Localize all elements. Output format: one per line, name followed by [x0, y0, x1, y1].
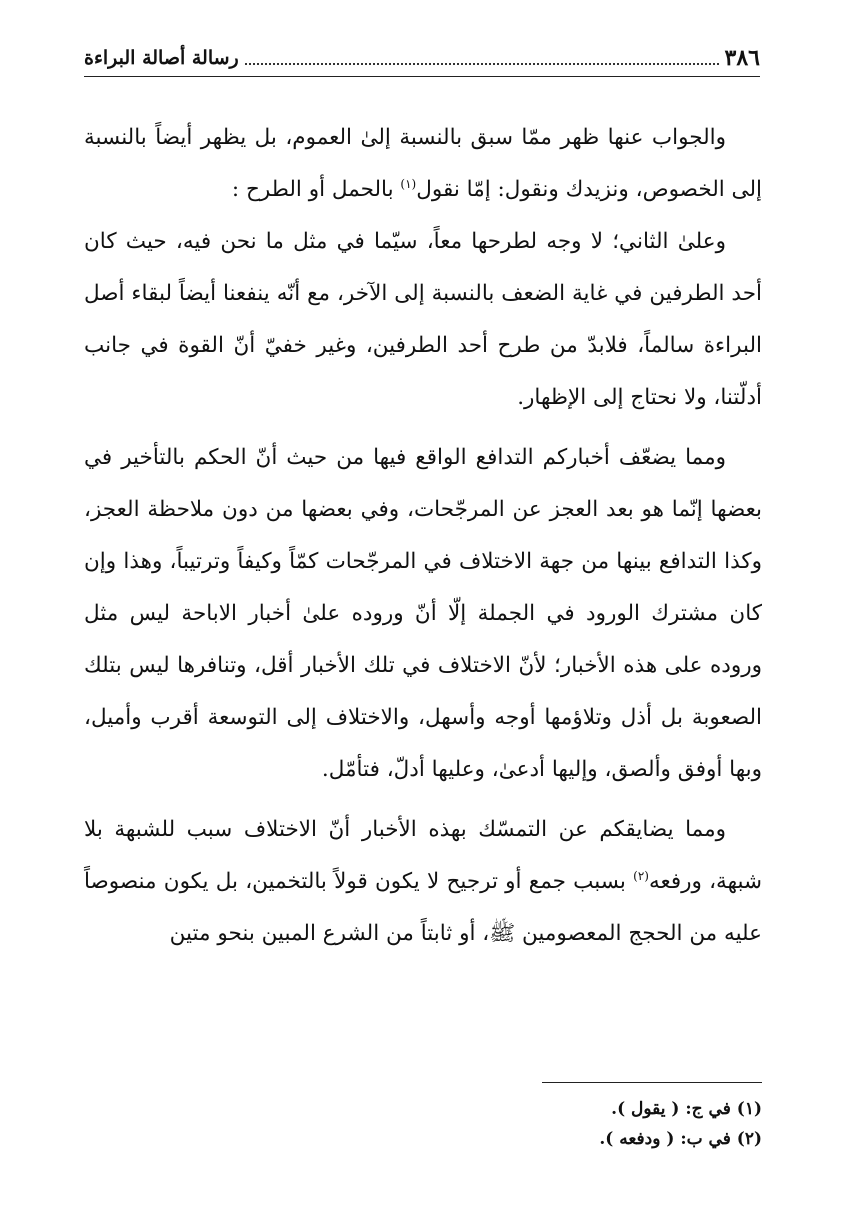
paragraph-text: والجواب عنها ظهر ممّا سبق بالنسبة إلىٰ العموم، بل يظهر أيضاً بالنسبة إلى الخصوص، ونزيدك ونقول: إمّا نقول — [84, 125, 762, 202]
paragraph-text: ومما يضايقكم عن التمسّك بهذه الأخبار أنّ الاختلاف سبب للشبهة بلا شبهة، ورفعه — [84, 817, 762, 894]
page-header — [84, 40, 760, 77]
footnote-marker: (٢) — [633, 868, 649, 883]
header-leader-dots — [245, 63, 719, 65]
paragraph: ومما يضعّف أخباركم التدافع الواقع فيها من حيث أنّ الحكم بالتأخير في بعضها إنّما هو بعد العجز عن المرجّحات، وفي بعضها من دون ملاحظة العجز، وكذا التدافع بينها من جهة الاختلاف في المرجّحات كمّاً وكيفاً وترتيباً، وهذا وإن كان مشترك الورود في الجملة إلّا أنّ وروده علىٰ أخبار الاباحة ليس مثل وروده على هذه الأخبار؛ لأنّ الاختلاف في تلك الأخبار أقل، وتنافرها ليس بتلك الصعوبة بل أذل وتلاؤمها أوجه وأسهل، والاختلاف إلى التوسعة أقرب وأميل، وبها أوفق وألصق، وإليها أدعىٰ، وعليها أدلّ، فتأمّل. — [84, 445, 762, 782]
footnote: (٢) في ب: ( ودفعه ). — [599, 1129, 762, 1149]
paragraph — [84, 804, 762, 960]
paragraph: وعلىٰ الثاني؛ لا وجه لطرحها معاً، سيّما في مثل ما نحن فيه، حيث كان أحد الطرفين في غاية الضعف بالنسبة إلى الآخر، مع أنّه ينفعنا أيضاً لبقاء أصل البراءة سالماً، فلابدّ من طرح أحد الطرفين، وغير خفيّ أنّ القوة في جانب أدلّتنا، ولا نحتاج إلى الإظهار. — [84, 229, 762, 410]
body-text — [84, 112, 762, 960]
footnote-separator — [542, 1082, 762, 1083]
footnote-marker: (١) — [400, 176, 417, 191]
paragraph-text: بسبب جمع أو ترجيح لا يكون قولاً بالتخمين، بل يكون منصوصاً عليه من الحجج المعصومين ﷺ، أو ثابتاً من الشرع المبين بنحو متين — [84, 869, 762, 946]
paragraph-text: بالحمل أو الطرح : — [231, 177, 401, 202]
footnotes — [84, 1094, 762, 1154]
footnote: (١) في ج: ( يقول ). — [611, 1099, 762, 1119]
running-title: رسالة أصالة البراءة — [84, 47, 239, 69]
paragraph — [84, 112, 762, 216]
page-number: ٣٨٦ — [724, 45, 760, 71]
